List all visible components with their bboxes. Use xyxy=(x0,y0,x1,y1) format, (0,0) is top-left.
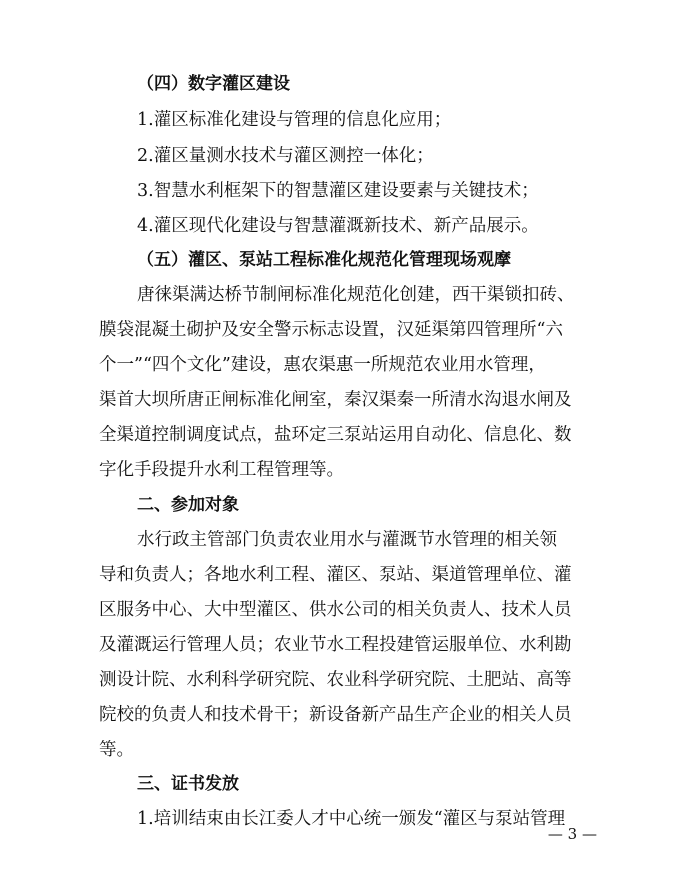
page-number: — 3 — xyxy=(547,825,597,843)
sec2-line-2: 导和负责人；各地水利工程、灌区、泵站、渠道管理单位、灌 xyxy=(99,565,572,585)
sec2-line-7: 等。 xyxy=(99,740,134,760)
sec2-line-1: 水行政主管部门负责农业用水与灌溉节水管理的相关领 xyxy=(137,530,557,550)
section-4-heading: （四）数字灌区建设 xyxy=(137,74,290,94)
s5-line-3: 个一”“四个文化”建设，惠农渠惠一所规范农业用水管理， xyxy=(99,355,546,375)
s4-item-3: 3.智慧水利框架下的智慧灌区建设要素与关键技术； xyxy=(137,181,539,201)
section-2-heading: 二、参加对象 xyxy=(137,495,239,515)
s5-line-4: 渠首大坝所唐正闸标准化闸室，秦汉渠秦一所清水沟退水闸及 xyxy=(99,390,572,410)
s5-line-6: 字化手段提升水利工程管理等。 xyxy=(99,460,344,480)
sec2-line-6: 院校的负责人和技术骨干；新设备新产品生产企业的相关人员 xyxy=(99,705,572,725)
s5-line-5: 全渠道控制调度试点，盐环定三泵站运用自动化、信息化、数 xyxy=(99,425,572,445)
section-5-heading: （五）灌区、泵站工程标准化规范化管理现场观摩 xyxy=(137,250,511,270)
sec2-line-3: 区服务中心、大中型灌区、供水公司的相关负责人、技术人员 xyxy=(99,600,572,620)
section-3-heading: 三、证书发放 xyxy=(137,774,239,794)
s5-line-2: 膜袋混凝土砌护及安全警示标志设置，汉延渠第四管理所“六 xyxy=(99,320,563,340)
sec2-line-4: 及灌溉运行管理人员；农业节水工程投建管运服单位、水利勘 xyxy=(99,635,572,655)
sec3-line-1: 1.培训结束由长江委人才中心统一颁发“灌区与泵站管理 xyxy=(137,809,566,829)
s4-item-2: 2.灌区量测水技术与灌区测控一体化； xyxy=(137,146,434,166)
s4-item-1: 1.灌区标准化建设与管理的信息化应用； xyxy=(137,110,452,130)
s5-line-1: 唐徕渠满达桥节制闸标准化规范化创建，西干渠锁扣砖、 xyxy=(137,285,575,305)
sec2-line-5: 测设计院、水利科学研究院、农业科学研究院、土肥站、高等 xyxy=(99,670,572,690)
s4-item-4: 4.灌区现代化建设与智慧灌溉新技术、新产品展示。 xyxy=(137,216,539,236)
